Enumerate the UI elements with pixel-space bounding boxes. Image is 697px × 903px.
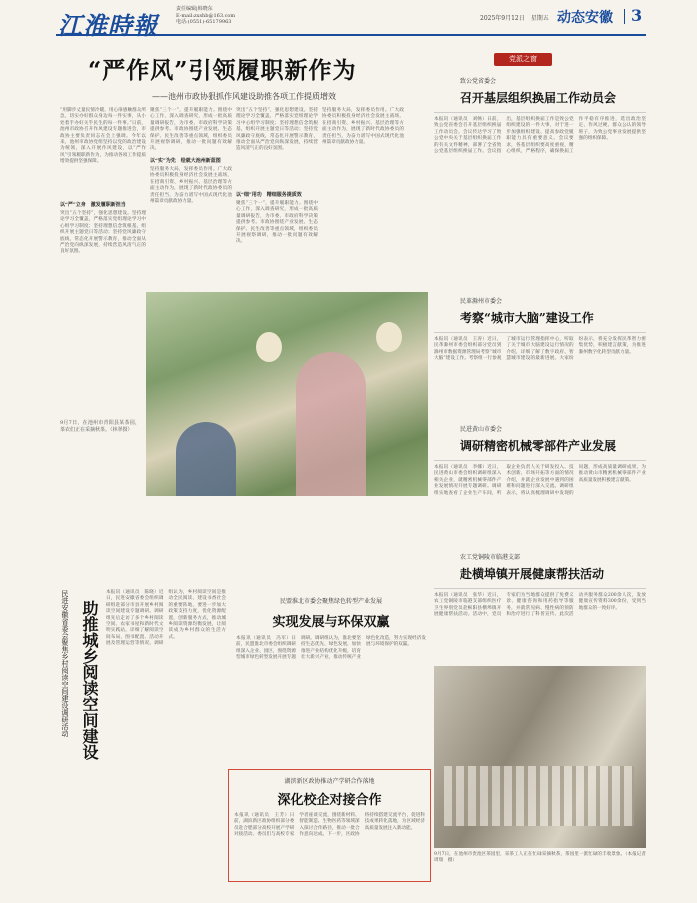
lead-subhead-3: 以“细”用功 精细服务提质效 xyxy=(236,192,302,198)
bottom-left-article xyxy=(56,590,230,880)
right3-text: 本报讯（通讯员 李娜）近日，民进黄山市委会组织调研组深入相关企业，就精密机械零部件产业发展情况开展专题调研。调研组实地查看了企业生产车间，听取企业负责人关于研发投入、技术创新、市场开拓等方面的情况介绍，并就企业发展中遇到的困难和问题进行深入交流。调研组表示，将认真梳理调研中发现的问题，形成高质量调研成果，为推动黄山市精密机械零部件产业高质量发展积极建言献策。 xyxy=(434,465,646,496)
bottom-photo-caption: 9月7日，在池州市贵池区茶园里，采茶工人正在忙碌采摘秋茶，茶园里一派忙碌的丰收景象。（本报记者 周瑞 摄） xyxy=(434,852,651,864)
lead-col-4 xyxy=(322,108,404,298)
right-article-4 xyxy=(434,552,646,662)
right4-kicker: 农工党铜陵市临港支部 xyxy=(460,554,521,561)
right3-title: 调研精密机械零部件产业发展 xyxy=(460,439,617,453)
masthead-info xyxy=(176,6,235,26)
lead-text-5: 突出“五个坚持”，强化思想建设。坚持理论学习全覆盖，严格落实党组理论学习中心组学习制度；坚持理想信念筑根基，组织开展主题党日等活动；坚持党风廉政守底线，常态化开展警示教育，推动全面从严治党向纵深发展，持续营造风清气正的良好氛围。 xyxy=(236,108,318,152)
right3-rule xyxy=(434,460,646,461)
lead-subtitle: ——池州市政协狠抓作风建设助推各项工作提质增效 xyxy=(152,92,336,101)
bottom-left-kicker: 民进安徽省委会聚焦乡村阅读空间建设调研活动 xyxy=(61,590,69,737)
masthead-logo: 江淮時報 xyxy=(58,11,158,40)
lead-text-3: 聚焦“三个一”，提升履职能力。围绕中心工作，深入调查研究，形成一批高质量调研报告，为市委、市政府科学决策提供参考。市政协围绕产业发展、生态保护、民生改善等重点领域，组织委员开展视察调研，推动一批问题有效解决。 xyxy=(150,108,232,152)
right2-title: 考察“城市大脑”建设工作 xyxy=(460,311,594,325)
boxed-title: 深化校企对接合作 xyxy=(277,793,382,808)
photo-fruit-1 xyxy=(256,332,282,362)
photo-person-1 xyxy=(176,422,236,496)
lead-text-7: 坚持服务大局，发挥委员作用。广大政协委员积极投身经济社会发展主战场，在招商引资、乡村振兴、基层治理等方面主动作为，展现了新时代政协委员的责任担当，为奋力谱写中国式现代化池州篇章贡献政协力量。 xyxy=(322,108,404,146)
section-tag-label: 党派之窗 xyxy=(509,55,537,63)
right1-title: 召开基层组织换届工作动员会 xyxy=(460,91,617,105)
right4-title: 赴横埠镇开展健康帮扶活动 xyxy=(460,567,605,581)
bottom-left-title: 助推城乡阅读空间建设 xyxy=(80,600,99,760)
photo-rows xyxy=(444,766,634,826)
right-article-2 xyxy=(434,296,646,416)
lead-col-2 xyxy=(150,108,232,298)
lead-text-6: 聚焦“三个一”，提升履职能力。围绕中心工作，深入调查研究，形成一批高质量调研报告，为市委、市政府科学决策提供参考。市政协围绕产业发展、生态保护、民生改善等重点领域，组织委员开展视察调研，推动一批问题有效解决。 xyxy=(236,201,318,245)
lead-photo xyxy=(146,292,428,496)
info-editor: 责任编辑|韩晓东 xyxy=(176,6,213,12)
lead-col-1 xyxy=(60,108,146,298)
bottom-left-text: 本报讯（通讯员 陈晓）近日，民进安徽省委会组织调研组赴部分市县开展乡村阅读空间建设专题调研。调研组先后走访了多个乡村阅读空间、农家书屋和新时代文明实践站，详细了解阅读空间布局、图书配置、活动开展及管理运营等情况。调研组认为，乡村阅读空间是推动全民阅读、建设书香社会的重要阵地，要进一步加大政策支持力度，优化资源配置，创新服务方式，推动城乡阅读资源均衡发展，让阅读成为乡村群众的生活方式。 xyxy=(106,590,226,647)
photo-person-2 xyxy=(296,352,366,496)
bottom-right-photo xyxy=(434,666,646,848)
right4-text: 本报讯（通讯员 张华）近日，农工党铜陵市临港支部组织医疗卫生界别党员赴枞阳县横埠镇开展健康帮扶活动。活动中，党员专家们为当地群众提供了免费义诊、健康咨询和用药指导等服务，并就常见病、慢性病的预防和治疗进行了科普宣传。此次活动共服务群众200余人次，发放健康宣传资料300余份，受到当地群众的一致好评。 xyxy=(434,593,646,618)
right2-text: 本报讯（通讯员 王涛）近日，民革滁州市委会组织部分党员到滁州市数据资源管理局考察“城市大脑”建设工作。考察组一行参观了城市运行管理指挥中心，听取了关于城市大脑建设运行情况的介绍，详细了解了数字政府、智慧城市建设的最新进展。大家纷纷表示，将充分发挥民革智力密集优势，积极建言献策，为推进滁州数字化转型贡献力量。 xyxy=(434,337,646,362)
lead-text-2: 突出“五个坚持”，强化思想建设。坚持理论学习全覆盖，严格落实党组理论学习中心组学习制度；坚持理想信念筑根基，组织开展主题党日等活动；坚持党风廉政守底线，常态化开展警示教育，推动全面从严治党向纵深发展，持续营造风清气正的良好氛围。 xyxy=(60,211,146,255)
right1-text: 本报讯（通讯员 刘畅）日前，致公党省委会召开基层组织换届工作动员会。会议传达学习了致公党中央关于基层组织换届工作的有关文件精神，部署了全省致公党基层组织换届工作。会议指出，基层组织换届工作是致公党组织建设的一件大事，对于进一步加强组织建设、提高参政党履职能力具有重要意义。会议要求，各基层组织要高度重视，精心组织，严格程序，确保换届工作平稳有序推进，选出政治坚定、作风过硬、群众公认的领导班子，为致公党事业发展提供坚强的组织保障。 xyxy=(434,117,646,155)
lead-col-3 xyxy=(236,108,318,298)
boxed-text: 本报讯（通讯员 王芳）日前，湖滨新区政协组织部分委员赴合肥部分高校开展产学研对接活动。委员们与高校专家学者座谈交流，围绕新材料、智能制造、生物医药等领域深入探讨合作路径，推动一批合作意向达成。下一步，区政协将持续搭建交流平台，促进科技成果转化落地，为区域经济高质量发展注入新动能。 xyxy=(234,813,425,838)
lead-subhead-2: 以“实”为先 绘就大池州新蓝图 xyxy=(150,158,221,164)
info-email: E-mail:zxshb@163.com xyxy=(176,12,236,19)
right-article-3 xyxy=(434,424,646,546)
section-name: 动态安徽 xyxy=(557,10,613,26)
right-article-1 xyxy=(434,76,646,276)
lead-title: “严作风”引领履职新作为 xyxy=(88,57,357,84)
masthead-rule xyxy=(56,34,646,36)
bottom-center-text: 本报讯（通讯员 冯军）日前，民盟淮北市委会组织调研组深入企业、园区，围绕资源型城市绿色转型发展开展专题调研。调研组认为，淮北要坚持生态优先、绿色发展，加快推进产业结构优化升级，培育壮大新兴产业，推动传统产业绿色化改造，努力实现经济发展与环境保护的双赢。 xyxy=(236,636,426,661)
section-tag xyxy=(494,53,552,66)
right4-rule xyxy=(434,588,646,589)
info-phone: 电话:(0551)-65179963 xyxy=(176,19,232,25)
right3-kicker: 民进黄山市委会 xyxy=(460,426,503,433)
right2-kicker: 民革滁州市委会 xyxy=(460,298,503,305)
lead-text-1: “用脚步丈量民情冷暖，用心扉感触群众所急，切实办好群众身边每一件实事，从小处着手办好关乎民生的每一件事。”日前，池州市政协召开作风建设专题推进会，市政协主要负责同志在会上强调。今年以来，池州市政协党组坚持以党的政治建设为统领，深入开展作风建设，以“严作风”引领履职新作为，为推动各项工作提质增效提供坚强保障。 xyxy=(60,108,146,165)
lead-subhead-1: 以“严”立身 激发履职新担当 xyxy=(60,202,126,208)
bottom-center-article xyxy=(236,596,426,766)
right2-rule xyxy=(434,332,646,333)
bottom-center-kicker: 民盟淮北市委会聚焦绿色转型产业发展 xyxy=(279,598,382,605)
lead-text-4: 坚持服务大局，发挥委员作用。广大政协委员积极投身经济社会发展主战场，在招商引资、乡村振兴、基层治理等方面主动作为，展现了新时代政协委员的责任担当，为奋力谱写中国式现代化池州篇章贡献政协力量。 xyxy=(150,167,232,205)
right1-kicker: 致公党省委会 xyxy=(460,78,497,85)
masthead-date: 2025年9月12日 星期五 xyxy=(480,15,549,22)
boxed-kicker: 湖滨新区政协推动产学研合作落地 xyxy=(284,778,375,785)
masthead xyxy=(0,0,697,40)
lead-photo-caption: 9月7日，在池州市青阳县某茶园，茶农们正在采摘秋茶。（林翠摄） xyxy=(60,420,140,433)
boxed-article xyxy=(228,769,431,882)
bottom-center-title: 实现发展与环保双赢 xyxy=(272,615,390,630)
section-divider xyxy=(624,9,625,24)
page-number: 3 xyxy=(631,6,643,25)
photo-fruit-2 xyxy=(376,322,402,352)
right1-rule xyxy=(434,112,646,113)
